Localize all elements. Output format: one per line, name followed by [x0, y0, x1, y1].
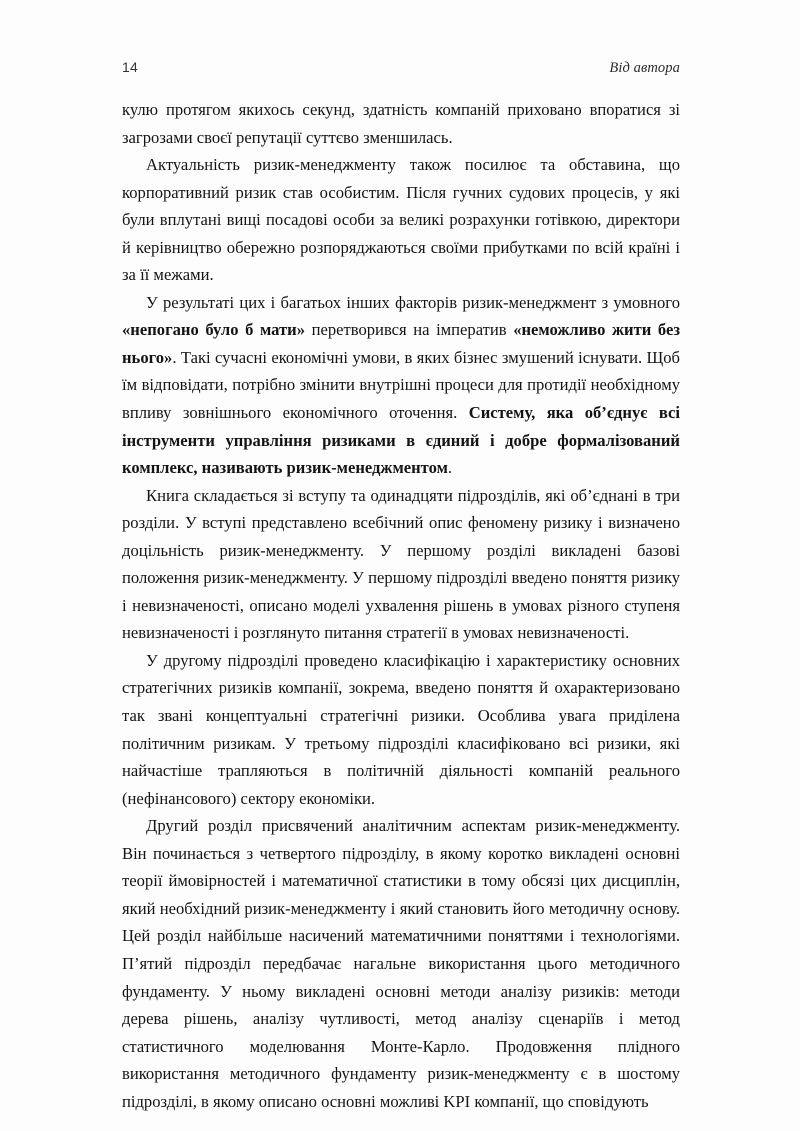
emphasis-text: Систему, яка об’єднує всі інструменти управління ризиками в єдиний і добре формалізований комплекс, називають ризик-менеджментом	[122, 403, 680, 478]
paragraph	[122, 151, 680, 289]
text-run: Актуальність ризик-менеджменту також посилює та обставина, що корпоративний ризик став особистим. Після гучних судових процесів, у які були вплутані вищі посадові особи за великі розрахунки готівкою, директори й керівництво обережно розпоряджаються своїми прибутками по всій країні і за її межами.	[122, 155, 680, 285]
paragraph	[122, 289, 680, 482]
body-text	[122, 96, 680, 1115]
paragraph	[122, 482, 680, 647]
text-run: .	[447, 458, 453, 478]
page-number: 14	[122, 59, 138, 75]
text-run: Другий розділ присвячений аналітичним аспектам ризик-менеджменту. Він починається з четвертого підрозділу, в якому коротко викладені основні теорії ймовірностей і математичної статистики в тому обсязі цих дисциплін, який необхідний ризик-менеджменту і який становить його методичну основу. Цей розділ найбільше насичений математичними поняттями і технологіями. П’ятий підрозділ передбачає нагальне використання цього методичного фундаменту. У ньому викладені основні методи аналізу ризиків: методи дерева рішень, аналізу чутливості, метод аналізу сценаріїв і метод статистичного моделювання Монте-Карло. Продовження плідного використання методичного фундаменту ризик-менеджменту є в шостому підрозділі, в якому описано основні можливі KPI компанії, що сповідують	[122, 816, 680, 1111]
emphasis-text: «непогано було б мати»	[122, 320, 306, 340]
emphasis-text: «неможливо жити без нього»	[122, 320, 681, 367]
text-run: перетворився на імператив	[305, 320, 514, 340]
paragraph	[122, 647, 680, 812]
paragraph	[122, 812, 680, 1115]
paragraph	[122, 96, 680, 151]
text-run: Книга складається зі вступу та одинадцяти підрозділів, які об’єднані в три розділи. У вступі представлено всебічний опис феномену ризику і визначено доцільність ризик-менеджменту. У першому розділі викладені базові положення ризик-менеджменту. У першому підрозділі введено поняття ризику і невизначеності, описано моделі ухвалення рішень в умовах різного ступеня невизначеності і розглянуто питання стратегії в умовах невизначеності.	[122, 485, 680, 643]
running-head-title: Від автора	[609, 60, 680, 76]
running-head	[122, 58, 680, 77]
text-run: У результаті цих і багатьох інших факторів ризик-менеджмент з умовного	[146, 292, 680, 312]
text-run: . Такі сучасні економічні умови, в яких бізнес змушений існувати. Щоб їм відповідати, потрібно змінити внутрішні процеси для протидії необхідному впливу зовнішнього економічного оточення.	[122, 347, 680, 423]
text-run: У другому підрозділі проведено класифікацію і характеристику основних стратегічних ризиків компанії, зокрема, введено поняття й охарактеризовано так звані концептуальні стратегічні ризики. Особлива увага приділена політичним ризикам. У третьому підрозділі класифіковано всі ризики, які найчастіше трапляються в політичній діяльності компаній реального (нефінансового) сектору економіки.	[122, 650, 680, 808]
text-run: кулю протягом якихось секунд, здатність компаній приховано впоратися зі загрозами своєї репутації суттєво зменшилась.	[122, 100, 680, 147]
